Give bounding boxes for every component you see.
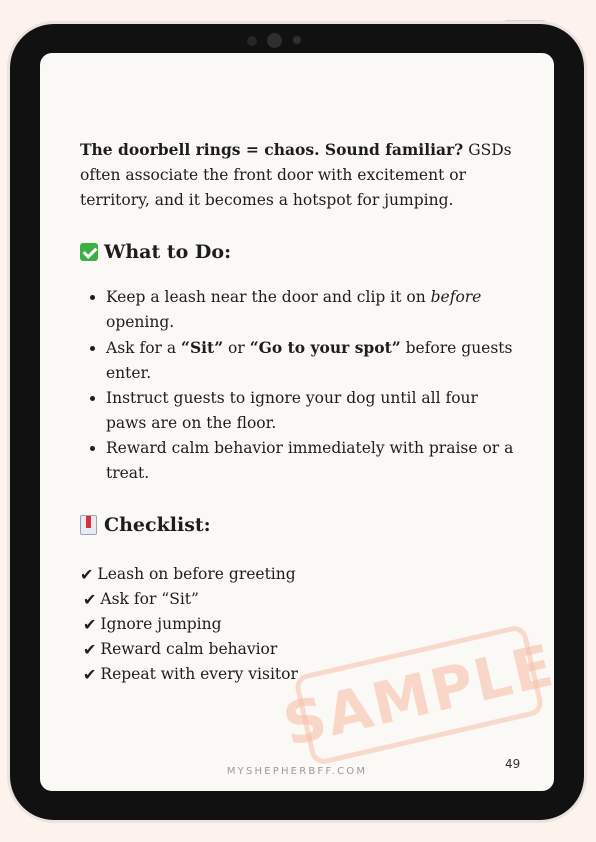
- checklist-heading: [80, 514, 520, 536]
- list-item-emphasis: before: [430, 288, 482, 306]
- checklist-heading-text: Checklist:: [104, 514, 211, 536]
- page-number: 49: [505, 757, 521, 771]
- camera-lens-icon: [267, 33, 282, 48]
- list-item-text: before guests enter.: [106, 339, 513, 382]
- todo-list: [80, 285, 520, 486]
- checklist-item-text: Ask for “Sit”: [100, 590, 199, 608]
- list-item-bold: “Sit”: [181, 338, 224, 357]
- checkmark-icon: ✔: [83, 665, 97, 684]
- list-item: [106, 285, 520, 335]
- device-top-button: [505, 20, 545, 23]
- list-item-text: Ask for a: [106, 339, 182, 357]
- check-box-icon: [80, 243, 98, 261]
- checklist-item-text: Reward calm behavior: [100, 640, 278, 658]
- checklist-item: [80, 562, 520, 587]
- checklist-item: [80, 587, 520, 612]
- list-item-bold: “Go to your spot”: [249, 338, 401, 357]
- list-item-text: opening.: [106, 313, 175, 331]
- sample-watermark: SAMPLE: [293, 623, 546, 766]
- page-content: [80, 137, 520, 687]
- footer-site: MYSHEPHERBFF.COM: [226, 766, 368, 777]
- checkmark-icon: ✔: [83, 590, 97, 609]
- camera-dot-icon: [247, 36, 257, 46]
- checkmark-icon: ✔: [83, 640, 97, 659]
- list-item: [106, 335, 520, 386]
- bookmark-book-icon: [80, 515, 97, 535]
- list-item-text: Reward calm behavior immediately with praise or a treat.: [106, 439, 514, 482]
- checklist-item-text: Leash on before greeting: [97, 565, 296, 583]
- list-item-text: Instruct guests to ignore your dog until all four paws are on the floor.: [106, 389, 478, 432]
- list-item-text: or: [223, 339, 250, 357]
- todo-heading: [80, 241, 520, 263]
- checkmark-icon: ✔: [83, 615, 97, 634]
- list-item: [106, 436, 520, 486]
- list-item-text: Keep a leash near the door and clip it on: [106, 288, 431, 306]
- todo-heading-text: What to Do:: [104, 241, 232, 263]
- list-item: [106, 386, 520, 436]
- intro-text: GSDs often associate the front door with excitement or territory, and it becomes a hotspot for jumping.: [80, 141, 512, 209]
- checklist-item-text: Repeat with every visitor: [100, 665, 298, 683]
- sensor-dot-icon: [293, 36, 301, 44]
- intro-bold: The doorbell rings = chaos. Sound familiar?: [80, 140, 464, 159]
- checkmark-icon: ✔: [80, 565, 94, 584]
- checklist-item: [80, 612, 520, 637]
- intro-paragraph: [80, 137, 520, 213]
- checklist-item-text: Ignore jumping: [100, 615, 222, 633]
